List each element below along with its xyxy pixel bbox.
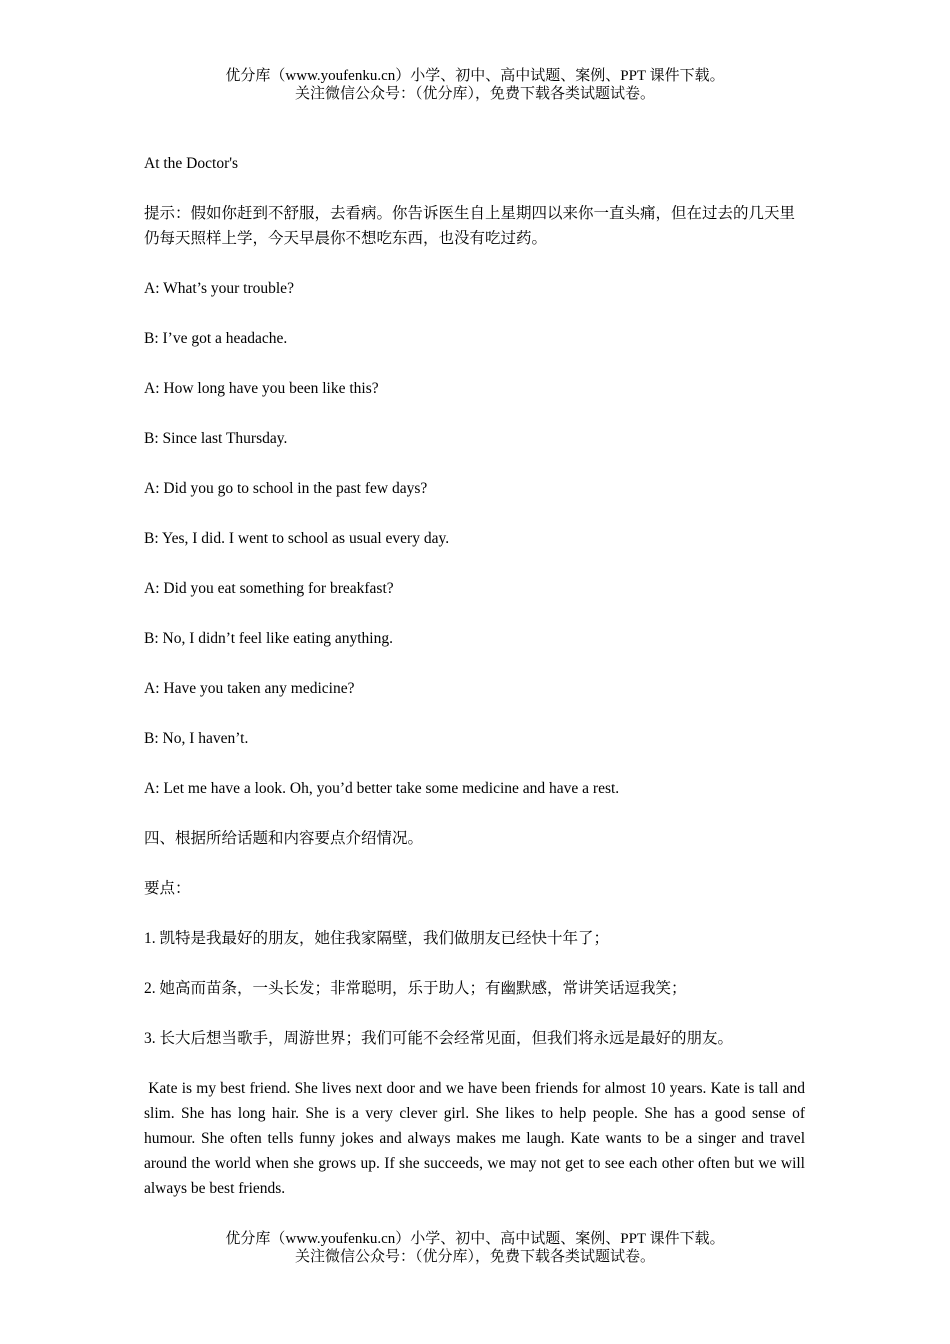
point-item: 3. 长大后想当歌手，周游世界；我们可能不会经常见面，但我们将永远是最好的朋友。 (144, 1030, 734, 1047)
dialogue-line: A: How long have you been like this? (144, 380, 379, 397)
dialogue-line: B: No, I didn’t feel like eating anything. (144, 630, 393, 647)
dialogue-line: A: What’s your trouble? (144, 280, 294, 297)
header-line-1: 优分库（www.youfenku.cn）小学、初中、高中试题、案例、PPT 课件下载。 (225, 68, 725, 84)
document-body (144, 151, 809, 1226)
points-label: 要点： (144, 880, 191, 897)
dialogue-line: A: Let me have a look. Oh, you’d better take some medicine and have a rest. (144, 780, 620, 797)
dialogue-line: B: No, I haven’t. (144, 730, 249, 747)
essay-paragraph: Kate is my best friend. She lives next door and we have been friends for almost 10 years. Kate is tall and slim. She has long hair. She is a very clever girl. She likes to help people. She has a good sense of humour. She often tells funny jokes and always makes me laugh. Kate wants to be a singer and travel around the world when she grows up. If she succeeds, we may not get to see each other often but we will always be best friends. (144, 1080, 809, 1197)
footer-line-1: 优分库（www.youfenku.cn）小学、初中、高中试题、案例、PPT 课件下载。 (225, 1231, 725, 1247)
hint-paragraph: 提示：假如你赶到不舒服，去看病。你告诉医生自上星期四以来你一直头痛，但在过去的几天里仍每天照样上学，今天早晨你不想吃东西，也没有吃过药。 (144, 205, 796, 247)
document-title: At the Doctor's (144, 155, 239, 172)
dialogue-line: B: Yes, I did. I went to school as usual every day. (144, 530, 450, 547)
dialogue-line: A: Have you taken any medicine? (144, 680, 355, 697)
page-footer (0, 1230, 950, 1266)
dialogue-line: A: Did you eat something for breakfast? (144, 580, 394, 597)
header-line-2: 关注微信公众号：（优分库），免费下载各类试题试卷。 (294, 86, 655, 102)
point-item: 1. 凯特是我最好的朋友，她住我家隔壁，我们做朋友已经快十年了； (144, 930, 610, 947)
page-header (0, 67, 950, 103)
dialogue-line: A: Did you go to school in the past few days? (144, 480, 428, 497)
dialogue-line: B: Since last Thursday. (144, 430, 288, 447)
dialogue-line: B: I’ve got a headache. (144, 330, 288, 347)
section-heading: 四、根据所给话题和内容要点介绍情况。 (144, 830, 424, 847)
point-item: 2. 她高而苗条，一头长发；非常聪明，乐于助人；有幽默感，常讲笑话逗我笑； (144, 980, 687, 997)
footer-line-2: 关注微信公众号：（优分库），免费下载各类试题试卷。 (294, 1249, 655, 1265)
